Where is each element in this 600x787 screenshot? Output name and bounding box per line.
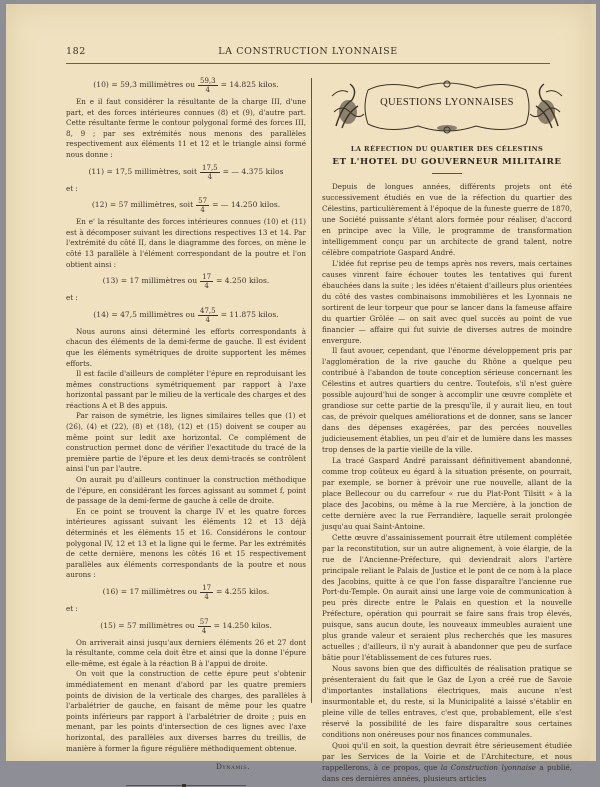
eq-label: (11)	[88, 166, 105, 176]
eq-label: (13)	[102, 276, 119, 286]
end-ornament-rule	[126, 785, 246, 786]
running-header	[66, 46, 550, 64]
eq-text: = 57 millimètres ou	[118, 620, 195, 630]
denominator: 4	[200, 206, 205, 215]
numerator: 57	[199, 617, 209, 626]
numerator: 17	[202, 583, 212, 592]
paragraph: En e' la résultante des forces intérieures connues (10) et (11) est à décomposer suivant les directions respectives 13 et 14. Par l'extrémité du côté II, dans le diagramme des forces, on mène le côté 13 parallèle à l'élément correspondant de la poutre et l'on obtient ainsi :	[66, 217, 306, 269]
text-run: a publié, dans ces dernières années, plusieurs articles	[322, 762, 572, 783]
fraction	[198, 307, 218, 324]
fraction	[200, 164, 220, 181]
article-subtitle: LA RÉFECTION DU QUARTIER DES CÉLESTINS	[350, 145, 544, 153]
et-label: et :	[66, 603, 78, 613]
denominator: 4	[207, 172, 213, 181]
left-column	[66, 74, 306, 786]
et-label: et :	[66, 183, 78, 193]
equation-14	[66, 307, 306, 324]
fraction	[198, 618, 211, 635]
eq-text: = 57 millimètres, soit	[109, 200, 194, 210]
fraction	[196, 197, 209, 214]
numerator: 57	[198, 197, 208, 206]
denominator: 4	[205, 86, 211, 94]
eq-result: = 11.875 kilos.	[220, 309, 279, 319]
page-edge	[590, 4, 596, 761]
banner-title: QUESTIONS LYONNAISES	[380, 97, 514, 108]
denominator: 4	[205, 315, 211, 324]
author-signature: Dynamis.	[216, 762, 250, 772]
eq-label: (12)	[91, 200, 108, 210]
equation-16	[66, 584, 306, 601]
eq-label: (14)	[93, 309, 109, 319]
equation-13	[66, 273, 306, 290]
section-banner	[328, 76, 566, 136]
paragraph: Cette œuvre d'assainissement pourrait être utilement complétée par la reconstitution, sur un autre alignement, à voie élargie, de la rue de l'Ancienne-Préfecture, qui deviendrait alors l'artère principale reliant le Palais de Justice et le pont de ce nom à la place des Jacobins, quitte à ce que l'on fasse disparaître l'ancienne rue Port-du-Temple. On aurait ainsi une large voie de communication à peu près directe entre le Palais en question et la nouvelle Préfecture, opération qui pourrait se faire sans frais trop élevés, puisque, sans aucun doute, les nouveaux immeubles auraient une plus grande valeur et seraient plus recherchés que les masures actuelles ; d'ailleurs, il n'y aurait à abandonner que peu de surface bâtie pour l'établissement de ces futures rues.	[322, 532, 572, 663]
eq-result: = — 4.375 kilos	[222, 166, 284, 176]
eq-label: (15)	[100, 620, 116, 630]
fraction	[200, 584, 213, 601]
paragraph: Nous savons bien que des difficultés de réalisation pratique se présenteraient du fait que le Gaz de Lyon a créé rue de Savoie d'importantes installations électriques, mais aucune n'est insurmontable et, du reste, si la Municipalité a laissé s'établir en pleine ville de telles entraves, c'est que, probablement, elle s'est réservé la possibilité de les faire disparaître sous certaines conditions non onéreuses pour nos finances communales.	[322, 664, 572, 739]
denominator: 4	[204, 592, 209, 601]
paragraph: La tracé Gaspard André paraissant définitivement abandonné, comme trop coûteux eu égard à la situation présente, on pourrait, par exemple, se borner à prévoir une rue nouvelle, allant de la place Bellecour ou du carrefour « rue du Plat-Pont Tilsitt » à la place des Jacobins, ou même à la rue Mercière, à la jonction de cette dernière avec la rue Ferrandière, laquelle serait prolongée jusqu'au quai Saint-Antoine.	[322, 456, 572, 531]
paragraph: Depuis de longues années, différents projets ont été successivement étudiés en vue de la réfection du quartier des Célestins, particulièrement à l'époque de la funeste guerre de 1870, une Société puissante s'étant alors formée pour réaliser, d'accord en principe avec la Ville, le programme de transformation intelligemment conçu par un architecte de grand talent, notre célèbre compatriote Gaspard André.	[322, 182, 572, 257]
paragraph	[322, 741, 572, 785]
eq-text: = 17,5 millimètres, soit	[106, 166, 198, 176]
equation-15	[66, 618, 306, 635]
paragraph: L'idée fut reprise peu de temps après nos revers, mais certaines causes vinrent faire échouer toutes les tentatives qui furent ébauchées dans la suite ; les idées n'étaient d'ailleurs plus orientées du côté des vastes combinaisons immobilières et les Lyonnais ne sortirent de leur torpeur que pour se lancer dans la fameuse affaire du quartier Grôlée — on sait avec quel succès au point de vue financier — affaire qui fut suivie de diverses autres de moindre envergure.	[322, 258, 572, 345]
eq-label: (10)	[93, 80, 109, 90]
title-rule	[432, 173, 462, 174]
paragraph: On aurait pu d'ailleurs continuer la construction méthodique de l'épure, en considérant les forces agissant au sommet f, point de passage de la demi-ferme de gauche à celle de droite.	[66, 475, 306, 506]
fraction	[200, 273, 213, 290]
eq-result: = 4.255 kilos.	[216, 587, 270, 597]
eq-result: = — 14.250 kilos.	[212, 200, 281, 210]
numerator: 47,5	[199, 306, 216, 315]
journal-title: LA CONSTRUCTION LYONNAISE	[218, 46, 398, 57]
page-number: 182	[66, 46, 86, 57]
fraction	[198, 77, 218, 94]
paragraph: On arriverait ainsi jusqu'aux derniers éléments 26 et 27 dont la résultante, comme cela doit être et ainsi que la donne l'épure elle-même, est égale à la réaction B à l'appui de droite.	[66, 637, 306, 668]
eq-text: = 47,5 millimètres ou	[111, 309, 195, 319]
paragraph: En e il faut considérer la résultante de la charge III, d'une part, et des forces intérieures connues (8) et (9), d'autre part. Cette résultante ferme le contour polygonal formé des forces III, 8, 9 ; par ses extrémités nous menons des parallèles respectivement aux éléments 11 et 12 et le triangle ainsi formé nous donne :	[66, 97, 306, 159]
et-label: et :	[66, 293, 78, 303]
column-divider	[311, 78, 312, 703]
eq-text: = 59,3 millimètres ou	[111, 80, 195, 90]
numerator: 17	[202, 273, 212, 282]
equation-12	[66, 197, 306, 214]
paragraph: On voit que la construction de cette épure peut s'obtenir immédiatement en menant d'abord par les quatre premiers points de division de la verticale des charges, des parallèles à l'arbalétrier de gauche, en faisant de même pour les quatre points inférieurs par rapport à l'arbalétrier de droite ; puis en menant, par les points d'intersection de ces lignes avec l'axe horizontal, des parallèles aux diverses barres du treillis, de manière à former la figure régulière méthodiquement obtenue.	[66, 669, 306, 753]
article-title: ET L'HOTEL DU GOUVERNEUR MILITAIRE	[332, 156, 562, 167]
eq-label: (16)	[102, 587, 119, 597]
paragraph: Nous aurons ainsi déterminé les efforts correspondants à chacun des éléments de la demi-ferme de gauche. Il est évident que les éléments symétriques de droite supportent les mêmes efforts.	[66, 326, 306, 368]
paragraph: En ce point se trouvent la charge IV et les quatre forces intérieures agissant suivant les éléments 12 et 13 déjà déterminés et les éléments 15 et 16. Considérons le contour polygonal IV, 12 et 13 et la ligne qui le ferme. Par les extrémités de cette dernière, menons les côtés 16 et 15 respectivement parallèles aux éléments correspondants de la poutre et nous aurons :	[66, 506, 306, 580]
eq-result: = 14.250 kilos.	[213, 620, 272, 630]
paragraph: Il est facile d'ailleurs de compléter l'épure en reproduisant les mêmes constructions symétriquement par rapport à l'axe horizontal passant par le milieu de la verticale des charges et des réactions A et B des appuis.	[66, 369, 306, 410]
paragraph: Par raison de symétrie, les lignes similaires telles que (1) et (26), (4) et (22), (8) et (18), (12) et (15) doivent se couper au même point sur ledit axe horizontal. Ce complément de construction permet donc de vérifier l'exactitude du tracé de la première partie de l'épure et les deux demi-tracés se contrôlent ainsi l'un par l'autre.	[66, 411, 306, 474]
eq-result: = 4.250 kilos.	[216, 276, 270, 286]
numerator: 17,5	[202, 163, 218, 172]
equation-11	[66, 164, 306, 181]
equation-10	[66, 77, 306, 94]
text-run: Quoi qu'il en soit, la question devrait être sérieusement étudiée par les Services de la Voirie et de l'Architecture, et nous rappellerons, à ce propos, que	[322, 740, 572, 772]
eq-text: = 17 millimètres ou	[120, 276, 198, 286]
right-column	[322, 76, 572, 785]
numerator: 59,3	[199, 77, 216, 85]
denominator: 4	[201, 626, 207, 635]
header-rule	[66, 63, 550, 64]
eq-result: = 14.825 kilos.	[220, 80, 279, 90]
denominator: 4	[204, 282, 209, 291]
journal-name-italic: la Construction lyonnaise	[440, 762, 536, 772]
eq-text: = 17 millimètres ou	[120, 587, 198, 597]
paragraph: Il faut avouer, cependant, que l'énorme développement pris par l'agglomération de la rive gauche du Rhône a quelque peu contribué à l'abandon de toute conception sérieuse concernant les Célestins et autres quartiers du centre. Toutefois, s'il n'est guère possible aujourd'hui de songer à accomplir une œuvre complète et grandiose sur cette partie de la presqu'île, il y aurait lieu, en tout cas, de prévoir quelques améliorations et de donner, sans se lancer dans des dépenses exagérées, par des percées nouvelles judicieusement établies, un peu d'air et de lumière dans les masses trop denses de la partie vieille de la ville.	[322, 346, 572, 455]
